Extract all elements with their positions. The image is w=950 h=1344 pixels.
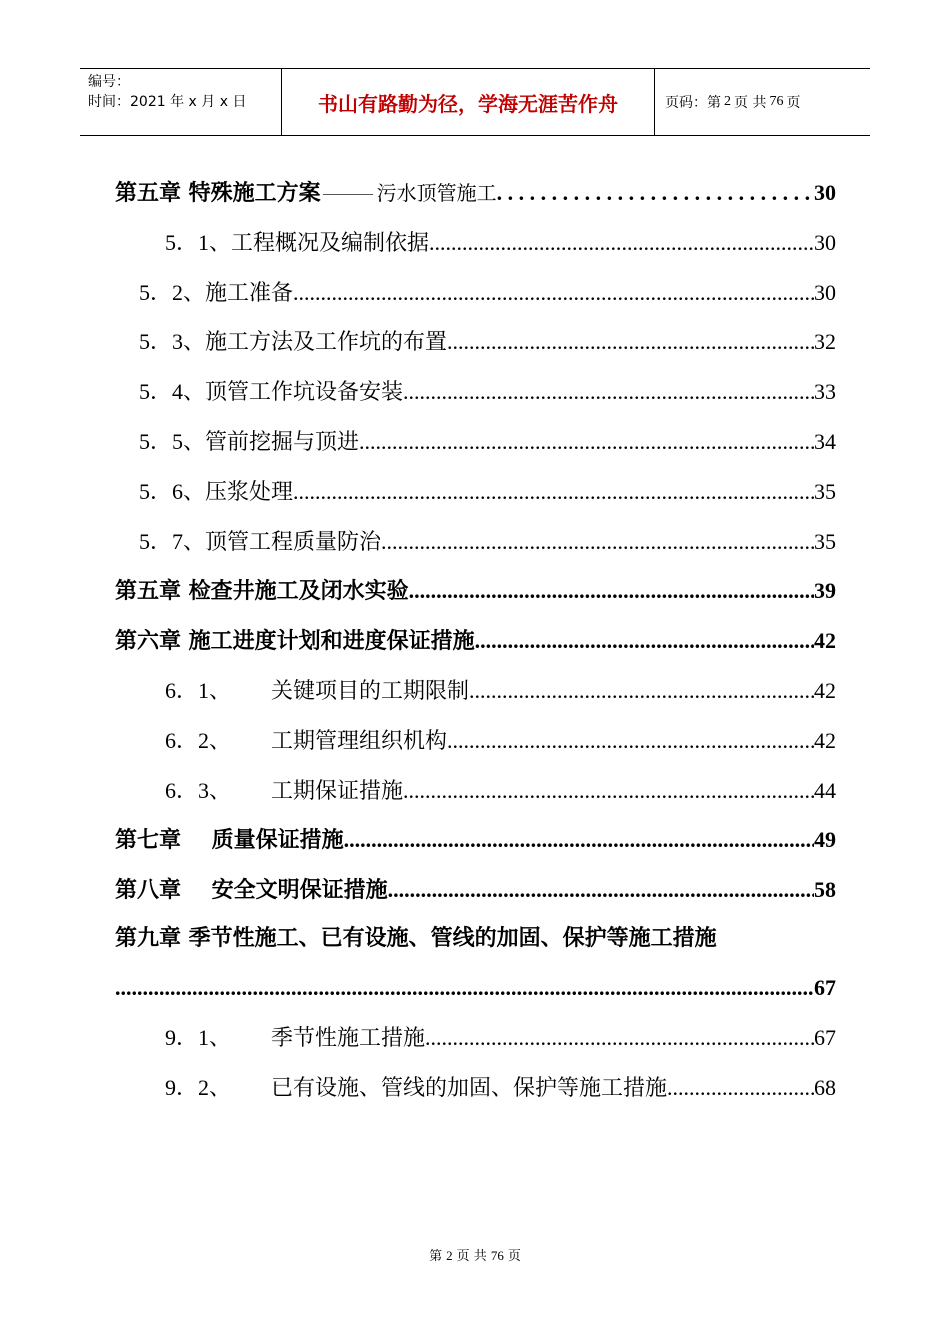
- toc-title: 季节性施工措施: [271, 1025, 426, 1051]
- toc-number: 6．3、: [165, 777, 232, 803]
- footer-suffix: 页: [507, 1249, 521, 1264]
- toc-chapter-9-continuation[interactable]: [115, 963, 836, 1013]
- toc-section-9-1[interactable]: [115, 1013, 836, 1063]
- toc-page: 58: [814, 877, 836, 903]
- header-page-total: 76: [769, 94, 784, 109]
- toc-title: 关键项目的工期限制: [271, 678, 470, 704]
- toc-leader: [469, 666, 814, 716]
- toc-page: 68: [814, 1074, 836, 1100]
- header-meta: [80, 69, 282, 135]
- toc-page: 35: [814, 528, 836, 554]
- header-page-number: 2: [724, 94, 731, 109]
- document-date: 时间：2021 年 x 月 x 日: [88, 94, 247, 110]
- toc-number: 9．1、: [165, 1024, 232, 1050]
- page-header: [80, 68, 870, 136]
- toc-subtitle-text: 污水顶管施工: [376, 181, 497, 205]
- toc-title: 施工方法及工作坑的布置: [205, 330, 448, 356]
- toc-title: 顶管工程质量防治: [205, 529, 382, 555]
- toc-number: 5．7、: [139, 528, 206, 554]
- header-page-info: [655, 69, 870, 135]
- toc-section-6-2[interactable]: [115, 716, 836, 766]
- toc-leader: [497, 168, 814, 218]
- toc-page: 39: [814, 578, 836, 604]
- toc-chapter-5-special[interactable]: [115, 168, 836, 218]
- toc-title: 管前挖掘与顶进: [205, 429, 360, 455]
- toc-number: 5．4、: [139, 379, 206, 405]
- toc-number: 6．2、: [165, 727, 232, 753]
- toc-title: 压浆处理: [205, 479, 294, 505]
- toc-number: 9．2、: [165, 1074, 232, 1100]
- toc-section-6-1[interactable]: [115, 666, 836, 716]
- toc-title: 施工准备: [205, 280, 294, 306]
- toc-page: 35: [814, 478, 836, 504]
- toc-section-5-3[interactable]: [115, 317, 836, 367]
- toc-number: 5．2、: [139, 279, 206, 305]
- toc-section-5-5[interactable]: [115, 417, 836, 467]
- toc-page: 32: [814, 329, 836, 355]
- toc-number: 5．3、: [139, 329, 206, 355]
- toc-section-5-2[interactable]: [115, 268, 836, 318]
- toc-section-9-2[interactable]: [115, 1063, 836, 1113]
- toc-leader: [293, 467, 814, 517]
- toc-leader: [409, 566, 814, 616]
- toc-title: 工程概况及编制依据: [231, 230, 430, 256]
- toc-leader: [425, 1013, 814, 1063]
- toc-chapter-9[interactable]: [115, 915, 836, 963]
- toc-number: 5．1、: [165, 229, 232, 255]
- toc-leader: [388, 865, 814, 915]
- toc-title: 工期保证措施: [271, 778, 404, 804]
- toc-leader: [475, 616, 814, 666]
- toc-leader: [115, 963, 814, 1013]
- toc-title: 已有设施、管线的加固、保护等施工措施: [271, 1075, 668, 1101]
- toc-leader: [293, 268, 814, 318]
- toc-title: 第六章 施工进度计划和进度保证措施: [115, 629, 475, 655]
- toc-page: 49: [814, 827, 836, 853]
- toc-section-5-6[interactable]: [115, 467, 836, 517]
- footer-page-total: 76: [490, 1248, 504, 1263]
- toc-title: 第九章 季节性施工、已有设施、管线的加固、保护等施工措施: [115, 925, 717, 951]
- toc-title: 第八章 安全文明保证措施: [115, 878, 388, 904]
- toc-page: 42: [814, 727, 836, 753]
- toc-leader: [667, 1063, 814, 1113]
- toc-section-5-4[interactable]: [115, 367, 836, 417]
- header-page-mid: 页 共: [734, 95, 767, 111]
- toc-section-5-1[interactable]: [115, 218, 836, 268]
- toc-leader: [359, 417, 814, 467]
- toc-chapter-5-inspection[interactable]: [115, 566, 836, 616]
- toc-title: 第七章 质量保证措施: [115, 828, 344, 854]
- toc-leader: [429, 218, 814, 268]
- toc-title: 工期管理组织机构: [271, 728, 448, 754]
- toc-section-6-3[interactable]: [115, 766, 836, 816]
- toc-leader: [403, 766, 814, 816]
- toc-chapter-8[interactable]: [115, 865, 836, 915]
- toc-page: 42: [814, 628, 836, 654]
- toc-title: 第五章 特殊施工方案: [115, 181, 321, 206]
- toc-section-5-7[interactable]: [115, 517, 836, 567]
- toc-subtitle: [321, 169, 497, 219]
- toc-leader: [447, 317, 814, 367]
- toc-leader: [403, 367, 814, 417]
- page-footer: [0, 1245, 950, 1264]
- footer-mid: 页 共: [456, 1249, 487, 1264]
- toc-page: 30: [814, 180, 836, 205]
- toc-number: 6．1、: [165, 677, 232, 703]
- toc-page: 30: [814, 279, 836, 305]
- toc-number: 5．5、: [139, 428, 206, 454]
- dash-line: [323, 194, 373, 195]
- header-page-suffix: 页: [786, 95, 801, 111]
- document-number-label: 编号：: [88, 74, 130, 90]
- toc-chapter-6[interactable]: [115, 616, 836, 666]
- header-page-prefix: 页码：第: [665, 95, 721, 111]
- toc-leader: [381, 517, 814, 567]
- table-of-contents: [115, 168, 836, 1113]
- toc-page: 44: [814, 777, 836, 803]
- toc-title: 第五章 检查井施工及闭水实验: [115, 579, 409, 605]
- toc-page: 30: [814, 229, 836, 255]
- footer-prefix: 第: [429, 1249, 443, 1264]
- footer-page-number: 2: [446, 1248, 453, 1263]
- toc-leader: [344, 815, 814, 865]
- toc-chapter-7[interactable]: [115, 815, 836, 865]
- toc-page: 67: [814, 1024, 836, 1050]
- toc-title: 顶管工作坑设备安装: [205, 380, 404, 406]
- toc-page: 67: [814, 974, 836, 1000]
- header-motto: 书山有路勤为径，学海无涯苦作舟: [282, 69, 655, 135]
- toc-page: 42: [814, 677, 836, 703]
- toc-number: 5．6、: [139, 478, 206, 504]
- toc-page: 33: [814, 379, 836, 405]
- toc-page: 34: [814, 428, 836, 454]
- toc-leader: [447, 716, 814, 766]
